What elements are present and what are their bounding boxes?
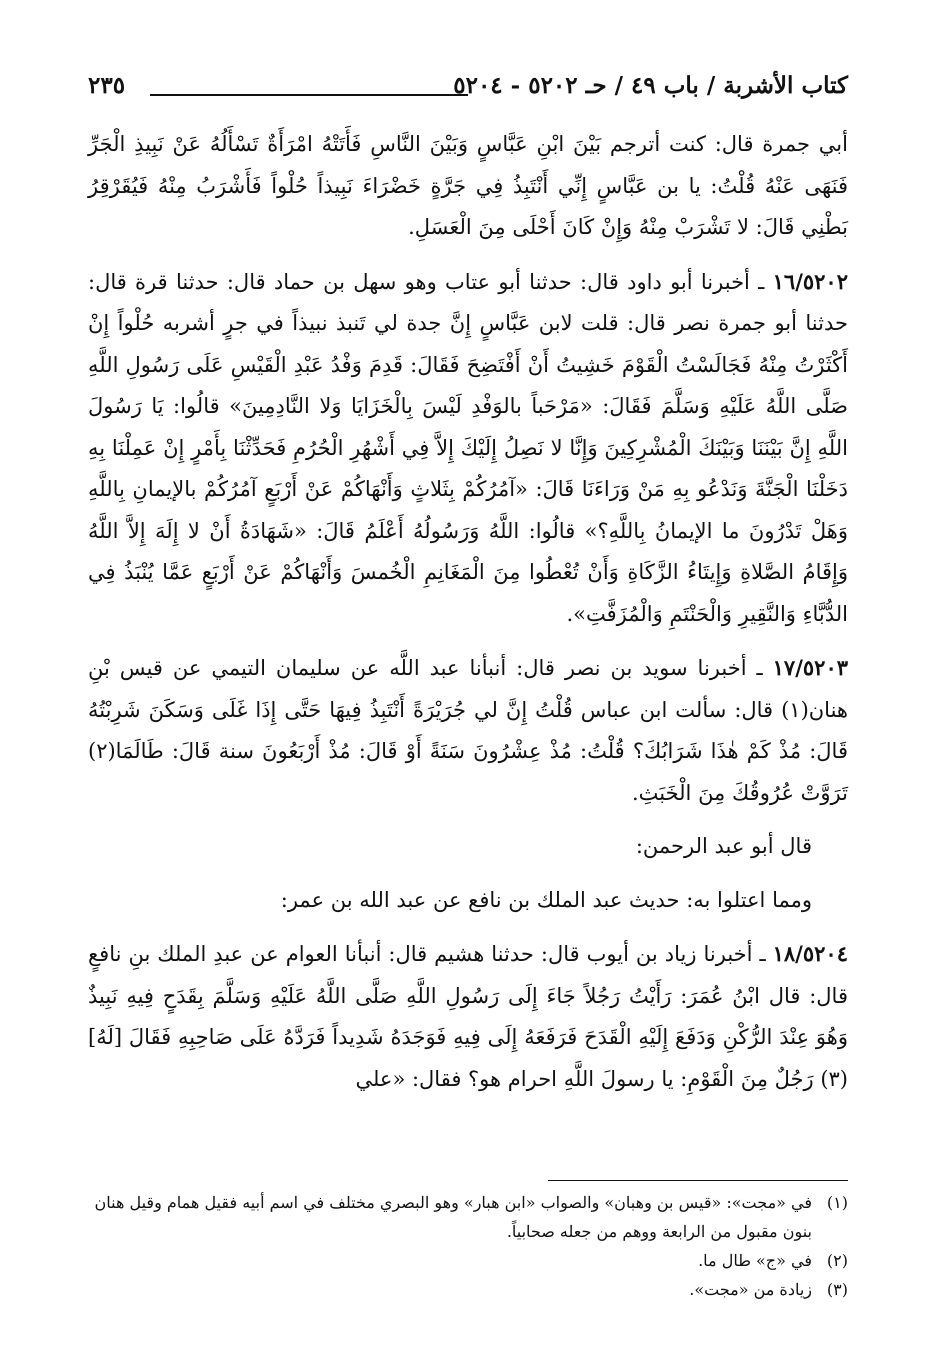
- footnote-divider: [548, 1180, 848, 1181]
- running-header: [88, 72, 848, 106]
- hadith-5204: [88, 933, 848, 1100]
- main-text: [88, 124, 848, 1100]
- header-rule: [150, 94, 468, 96]
- footnote-3: [88, 1275, 848, 1304]
- argument-note: ومما اعتلوا به: حديث عبد الملك بن نافع عن عبد الله بن عمر:: [280, 887, 812, 912]
- footnote-1: [88, 1188, 848, 1246]
- footnote-marker: (١): [826, 1193, 848, 1212]
- hadith-5203: [88, 647, 848, 814]
- footnote-text: في «مجت»: «قيس بن وهبان» والصواب «ابن هبار» وهو البصري مختلف في اسم أبيه فقيل همام وقيل هنان بنون مقبول من الرابعة ووهم من جعله صحابياً.: [94, 1193, 812, 1241]
- footnote-2: [88, 1246, 848, 1275]
- footnote-text: زيادة من «مجت».: [689, 1280, 812, 1299]
- hadith-number: ١٧/٥٢٠٣: [772, 655, 849, 680]
- footnote-text: في «ج» طال ما.: [698, 1251, 812, 1270]
- footnote-marker: (٣): [826, 1280, 848, 1299]
- document-page: [88, 60, 848, 1340]
- hadith-number: ١٦/٥٢٠٢: [772, 268, 848, 294]
- footnote-marker: (٢): [826, 1251, 848, 1270]
- hadith-5202: [88, 261, 848, 636]
- hadith-text: ـ أخبرنا زياد بن أيوب قال: حدثنا هشيم قال: أنبأنا العوام عن عبدِ الملك بنِ نافعٍ قال: قال ابْنُ عُمَرَ: رَأَيْتُ رَجُلاً جَاءَ إِلَى رَسُولِ اللَّهِ صَلَّى اللَّهُ عَلَيْهِ وَسَلَّمَ بِقَدَحٍ فِيهِ نَبِيذٌ وَهُوَ عِنْدَ الرُّكْنِ وَدَفَعَ إِلَيْهِ الْقَدَحَ فَرَفَعَهُ إِلَى فِيهِ فَوَجَدَهُ شَدِيداً فَرَدَّهُ عَلَى صَاحِبِهِ فَقَالَ [لَهُ](٣) رَجُلٌ مِنَ الْقَوْمِ: يا رسولَ اللَّهِ احرام هو؟ فقال: «علي: [88, 942, 848, 1091]
- paragraph-continuation: أبي جمرة قال: كنت أترجم بَيْنَ ابْنِ عَبَّاسٍ وَبَيْنَ النَّاسِ فَأَتَتْهُ امْرَأَةٌ تَسْأَلُهُ عَنْ نَبِيذِ الْجَرِّ فَنَهَى عَنْهُ قُلْتُ: يا بن عَبَّاسٍ إِنِّي أَنْتَبِذُ فِي جَرَّةٍ خَضْرَاءَ نَبِيذاً حُلْواً فَأَشْرَبُ مِنْهُ فَيُقَرْقِرُ بَطْنِي قَالَ: لا تَشْرَبْ مِنْهُ وَإِنْ كَانَ أَحْلَى مِنَ الْعَسَلِ.: [88, 132, 848, 239]
- header-title: كتاب الأشربة / باب ٤٩ / حـ ٥٢٠٢ - ٥٢٠٤: [453, 72, 848, 99]
- hadith-text: ـ أخبرنا أبو داود قال: حدثنا أبو عتاب وهو سهل بن حماد قال: حدثنا قرة قال: حدثنا أبو جمرة نصر قال: قلت لابن عَبَّاسٍ إِنَّ جدة لي تَنبذ نبيذاً في جرٍ أشربه حُلْواً إِنْ أَكْثَرْتُ مِنْهُ فَجَالَسْتُ الْقَوْمَ خَشِيتُ أَنْ أَفْتَضِحَ فَقَالَ: قَدِمَ وَفْدُ عَبْدِ الْقَيْسِ عَلَى رَسُولِ اللَّهِ صَلَّى اللَّهُ عَلَيْهِ وَسَلَّمَ فَقَالَ: «مَرْحَباً بالوَفْدِ لَيْسَ بِالْخَزَايَا وَلا النَّادِمِينَ» قالُوا: يَا رَسُولَ اللَّهِ إِنَّ بَيْنَنَا وَبَيْنَكَ الْمُشْرِكِينَ وَإِنَّا لا نَصِلُ إِلَيْكَ إِلاَّ فِي أَشْهُرِ الْحُرُمِ فَحَدِّثْنَا بِأَمْرٍ إِنْ عَمِلْنَا بِهِ دَخَلْنَا الْجَنَّةَ وَنَدْعُو بِهِ مَنْ وَرَاءَنَا قَالَ: «آمُرُكُمْ بِثَلاثٍ وَأَنْهَاكُمْ عَنْ أَرْبَعٍ آمُرُكُمْ بالإيمانِ بِاللَّهِ وَهَلْ تَدْرُونَ ما الإيمانُ بِاللَّهِ؟» قالُوا: اللَّهُ وَرَسُولُهُ أَعْلَمُ قَالَ: «شَهَادَةُ أَنْ لا إِلَهَ إِلاَّ اللَّهُ وَإِقَامُ الصَّلاةِ وَإِيتَاءُ الزَّكَاةِ وَأَنْ تُعْطُوا مِنَ الْمَغَانِمِ الْخُمسَ وَأَنْهَاكُمْ عَنْ أَرْبَعٍ عَمَّا يُنْبَذُ فِي الدُّبَّاءِ وَالنَّقِيرِ وَالْحَنْتَمِ وَالْمُزَفَّتِ».: [88, 269, 848, 626]
- hadith-text: ـ أخبرنا سويد بن نصر قال: أنبأنا عبد اللَّه عن سليمان التيمي عن قيس بْنِ هنان(١) قال: سألت ابن عباس قُلْتُ إِنَّ لي جُرَيْرَةً أَنْتَبِذُ فِيهَا حَتَّى إِذَا غَلَى وَسَكَنَ شَرِبْتُهُ قَالَ: مُذْ كَمْ هٰذَا شَرَابُكَ؟ قُلْتُ: مُذْ عِشْرُونَ سَنَةً أَوْ قَالَ: مُذْ أَرْبَعُونَ سنة قَالَ: طَالَمَا(٢) تَرَوَّتْ عُرُوقُكَ مِنَ الْخَبَثِ.: [88, 656, 848, 805]
- author-comment: قال أبو عبد الرحمن:: [635, 834, 812, 858]
- hadith-number: ١٨/٥٢٠٤: [772, 941, 848, 966]
- footnotes: [88, 1188, 848, 1304]
- page-number: ٢٣٥: [88, 72, 126, 99]
